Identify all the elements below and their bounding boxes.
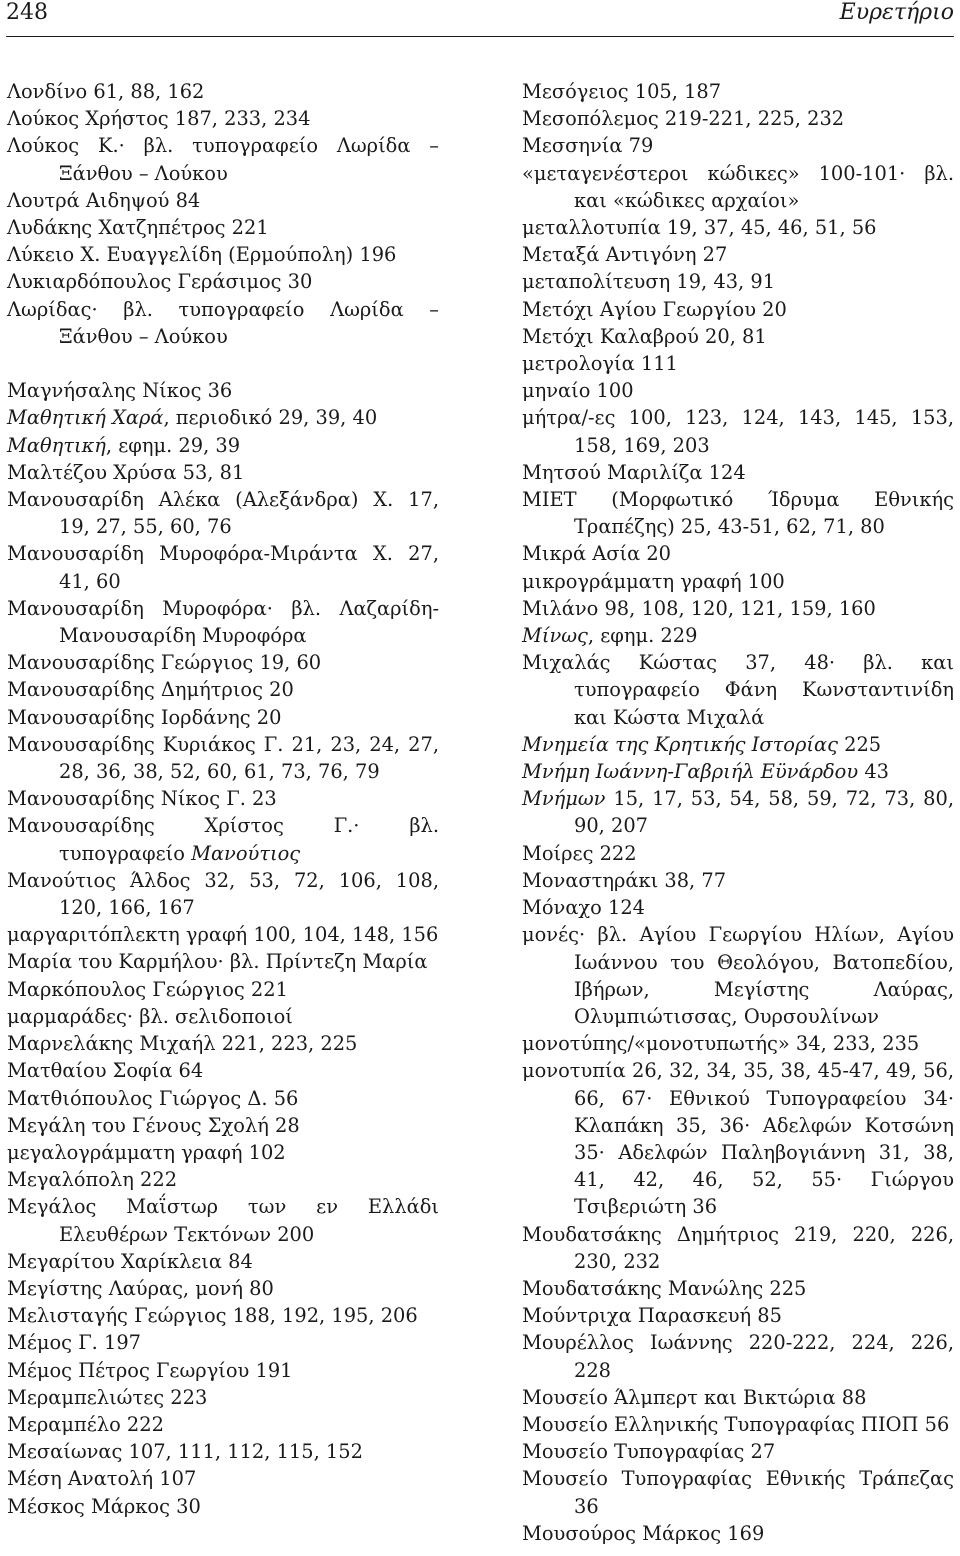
entry-text: Μνήμη Ιωάννη-Γαβριήλ Εϋνάρδου bbox=[522, 760, 859, 784]
entry-text: Μέμος Γ. 197 bbox=[7, 1331, 141, 1355]
index-entry bbox=[7, 432, 439, 459]
index-entry bbox=[7, 1357, 439, 1384]
entry-text: Μέσκος Μάρκος 30 bbox=[7, 1494, 201, 1518]
index-entry bbox=[522, 1520, 954, 1547]
index-entry bbox=[522, 132, 954, 159]
index-entry bbox=[7, 296, 439, 350]
entry-text: Μιλάνο 98, 108, 120, 121, 159, 160 bbox=[522, 596, 876, 620]
index-entry bbox=[7, 1057, 439, 1084]
index-entry bbox=[7, 1493, 439, 1520]
index-entry bbox=[522, 1329, 954, 1383]
entry-text: Μανουσαρίδη Αλέκα (Αλεξάνδρα) Χ. 17, 19, 27, 55, 60, 76 bbox=[7, 488, 439, 539]
index-entry bbox=[522, 1302, 954, 1329]
index-entry bbox=[7, 268, 439, 295]
entry-text: Μανούτιος bbox=[191, 841, 301, 865]
index-entry bbox=[7, 1003, 439, 1030]
index-entry bbox=[522, 568, 954, 595]
index-entry bbox=[522, 1384, 954, 1411]
index-entry bbox=[522, 1221, 954, 1275]
entry-text: Λουτρά Αιδηψού 84 bbox=[7, 188, 201, 212]
index-entry bbox=[522, 241, 954, 268]
entry-text: Μέμος Πέτρος Γεωργίου 191 bbox=[7, 1358, 293, 1382]
entry-text: Μαθητική Χαρά bbox=[7, 406, 164, 430]
entry-text: Μεγάλος Μαΐστωρ των εν Ελλάδι Ελευθέρων Τεκτόνων 200 bbox=[7, 1195, 439, 1246]
page-number: 248 bbox=[6, 0, 48, 25]
entry-text: Μεραμπέλο 222 bbox=[7, 1412, 164, 1436]
entry-text: Μελισταγής Γεώργιος 188, 192, 195, 206 bbox=[7, 1304, 418, 1328]
entry-text: Μαρκόπουλος Γεώργιος 221 bbox=[7, 977, 288, 1001]
left-index-column bbox=[7, 78, 439, 1520]
entry-text: Λονδίνο 61, 88, 162 bbox=[7, 80, 205, 103]
entry-text: 43 bbox=[858, 760, 889, 784]
entry-text: Μικρά Ασία 20 bbox=[522, 542, 672, 566]
index-entry bbox=[522, 214, 954, 241]
entry-text: Μνημεία της Κρητικής Ιστορίας bbox=[522, 732, 838, 756]
index-entry bbox=[522, 731, 954, 758]
entry-text: μήτρα/-ες 100, 123, 124, 143, 145, 153, 158, 169, 203 bbox=[522, 406, 954, 457]
page-header bbox=[6, 0, 954, 36]
entry-text: Μαλτέζου Χρύσα 53, 81 bbox=[7, 460, 245, 484]
index-entry bbox=[522, 921, 954, 1030]
entry-text: Μανουσαρίδης Γεώργιος 19, 60 bbox=[7, 651, 322, 675]
header-rule bbox=[6, 36, 954, 37]
entry-text: , περιοδικό 29, 39, 40 bbox=[163, 406, 378, 430]
index-entry bbox=[7, 1329, 439, 1356]
index-entry bbox=[7, 921, 439, 948]
entry-text: Μανούτιος Άλδος 32, 53, 72, 106, 108, 120, 166, 167 bbox=[7, 868, 439, 920]
index-entry bbox=[7, 1302, 439, 1329]
entry-text: «μεταγενέστεροι κώδικες» 100-101· βλ. και «κώδικες αρχαίοι» bbox=[522, 161, 954, 212]
entry-text: Μούντριχα Παρασκευή 85 bbox=[522, 1304, 782, 1328]
entry-text: Μανουσαρίδης Κυριάκος Γ. 21, 23, 24, 27, 28, 36, 38, 52, 60, 61, 73, 76, 79 bbox=[7, 732, 439, 784]
entry-text: Μουσείο Τυπογραφίας Εθνικής Τράπεζας 36 bbox=[522, 1467, 954, 1518]
index-entry bbox=[7, 486, 439, 540]
entry-text: , εφημ. 229 bbox=[587, 624, 698, 648]
entry-text: Μεγίστης Λαύρας, μονή 80 bbox=[7, 1276, 274, 1300]
right-index-column bbox=[522, 78, 954, 1547]
index-entry bbox=[522, 296, 954, 323]
index-entry bbox=[7, 540, 439, 594]
index-entry bbox=[7, 1166, 439, 1193]
entry-text: Ματθαίου Σοφία 64 bbox=[7, 1059, 204, 1083]
entry-text: Λύκειο Χ. Ευαγγελίδη (Ερμούπολη) 196 bbox=[7, 243, 397, 267]
entry-text: Μεταξά Αντιγόνη 27 bbox=[522, 243, 728, 267]
index-entry bbox=[7, 1139, 439, 1166]
index-entry bbox=[7, 867, 439, 921]
index-entry bbox=[7, 187, 439, 214]
index-entry bbox=[522, 1275, 954, 1302]
index-entry bbox=[522, 350, 954, 377]
index-entry bbox=[7, 241, 439, 268]
entry-text: ΜΙΕΤ (Μορφωτικό Ίδρυμα Εθνικής Τραπέζης) 25, 43-51, 62, 71, 80 bbox=[522, 488, 954, 539]
entry-text: Ματθιόπουλος Γιώργος Δ. 56 bbox=[7, 1086, 299, 1110]
entry-text: Μουδατσάκης Δημήτριος 219, 220, 226, 230, 232 bbox=[522, 1222, 954, 1273]
index-entry bbox=[7, 1384, 439, 1411]
entry-text: Λυδάκης Χατζηπέτρος 221 bbox=[7, 216, 269, 240]
index-entry bbox=[522, 867, 954, 894]
index-entry bbox=[522, 622, 954, 649]
entry-text: 15, 17, 53, 54, 58, 59, 72, 73, 80, 90, 207 bbox=[574, 787, 954, 838]
index-entry bbox=[522, 486, 954, 540]
entry-text: μαρμαράδες· βλ. σελιδοποιοί bbox=[7, 1004, 293, 1028]
entry-text: Μεραμπελιώτες 223 bbox=[7, 1385, 208, 1409]
entry-text: μονοτύπης/«μονοτυπωτής» 34, 233, 235 bbox=[522, 1032, 920, 1056]
index-entry bbox=[7, 78, 439, 105]
entry-text: Μουδατσάκης Μανώλης 225 bbox=[522, 1276, 807, 1300]
entry-text: Λούκος Χρήστος 187, 233, 234 bbox=[7, 107, 311, 131]
entry-text: Μαρία του Καρμήλου· βλ. Πρίντεζη Μαρία bbox=[7, 950, 428, 974]
index-entry bbox=[7, 731, 439, 785]
index-entry bbox=[7, 948, 439, 975]
entry-text: Μεγαρίτου Χαρίκλεια 84 bbox=[7, 1249, 253, 1273]
index-entry bbox=[7, 404, 439, 431]
index-entry bbox=[7, 1275, 439, 1302]
entry-text: Μεγαλόπολη 222 bbox=[7, 1168, 178, 1192]
entry-text: Μεγάλη του Γένους Σχολή 28 bbox=[7, 1113, 300, 1137]
index-entry bbox=[522, 540, 954, 567]
entry-text: Μεσσηνία 79 bbox=[522, 134, 654, 158]
index-entry bbox=[7, 132, 439, 186]
index-entry bbox=[522, 1411, 954, 1438]
entry-text: μεταλλοτυπία 19, 37, 45, 46, 51, 56 bbox=[522, 216, 877, 240]
index-entry bbox=[522, 894, 954, 921]
entry-text: Μίνως bbox=[522, 624, 588, 648]
index-entry bbox=[522, 785, 954, 839]
index-entry bbox=[7, 676, 439, 703]
index-entry bbox=[7, 1112, 439, 1139]
entry-text: Μανουσαρίδης Δημήτριος 20 bbox=[7, 678, 294, 702]
index-entry bbox=[522, 78, 954, 105]
entry-text: , εφημ. 29, 39 bbox=[105, 433, 241, 457]
index-entry bbox=[7, 704, 439, 731]
index-entry bbox=[7, 785, 439, 812]
entry-text: Μνήμων bbox=[522, 787, 606, 811]
index-entry bbox=[522, 758, 954, 785]
entry-text: μεγαλογράμματη γραφή 102 bbox=[7, 1140, 286, 1164]
entry-text: Μανουσαρίδης Ιορδάνης 20 bbox=[7, 705, 282, 729]
index-entry bbox=[522, 160, 954, 214]
entry-text: μηναίο 100 bbox=[522, 379, 634, 403]
index-entry bbox=[7, 105, 439, 132]
entry-text: μεταπολίτευση 19, 43, 91 bbox=[522, 270, 776, 294]
index-entry bbox=[7, 214, 439, 241]
entry-text: Μαγνήσαλης Νίκος 36 bbox=[7, 379, 233, 403]
index-entry bbox=[522, 1465, 954, 1519]
index-entry bbox=[7, 812, 439, 866]
running-title: Ευρετήριο bbox=[839, 0, 954, 25]
index-entry bbox=[522, 105, 954, 132]
entry-text: μαργαριτόπλεκτη γραφή 100, 104, 148, 156 bbox=[7, 923, 439, 947]
entry-text: Μιχαλάς Κώστας 37, 48· βλ. και τυπογραφείο Φάνη Κωνσταντινίδη και Κώστα Μιχαλά bbox=[522, 651, 954, 729]
index-entry bbox=[7, 1438, 439, 1465]
index-entry bbox=[7, 1465, 439, 1492]
index-entry bbox=[7, 1193, 439, 1247]
index-entry bbox=[522, 323, 954, 350]
entry-text: Μανουσαρίδης Νίκος Γ. 23 bbox=[7, 787, 277, 811]
entry-text: Μαθητική bbox=[7, 433, 106, 457]
entry-text: Μετόχι Αγίου Γεωργίου 20 bbox=[522, 297, 787, 321]
entry-text: Μανουσαρίδη Μυροφόρα-Μιράντα Χ. 27, 41, 60 bbox=[7, 542, 439, 593]
entry-text: Μητσού Μαριλίζα 124 bbox=[522, 460, 746, 484]
entry-text: μικρογράμματη γραφή 100 bbox=[522, 569, 785, 593]
entry-text: Μουσείο Ελληνικής Τυπογραφίας ΠΙΟΠ 56 bbox=[522, 1412, 950, 1436]
index-entry bbox=[7, 595, 439, 649]
entry-text: Λούκος Κ.· βλ. τυπογραφείο Λωρίδα – Ξάνθου – Λούκου bbox=[7, 134, 439, 185]
entry-text: μονές· βλ. Αγίου Γεωργίου Ηλίων, Αγίου Ιωάννου του Θεολόγου, Βατοπεδίου, Ιβήρων, Μεγίστης Λαύρας, Ολυμπιώτισσας, Ουρσουλίνων bbox=[522, 923, 954, 1028]
index-entry bbox=[522, 595, 954, 622]
entry-text: μετρολογία 111 bbox=[522, 352, 678, 376]
index-entry bbox=[522, 268, 954, 295]
entry-text: Μαρνελάκης Μιχαήλ 221, 223, 225 bbox=[7, 1032, 358, 1056]
index-entry bbox=[522, 377, 954, 404]
index-entry bbox=[522, 1030, 954, 1057]
entry-text: Μεσοπόλεμος 219-221, 225, 232 bbox=[522, 107, 845, 131]
index-entry bbox=[522, 1438, 954, 1465]
index-entry bbox=[7, 976, 439, 1003]
entry-text: Μουρέλλος Ιωάννης 220-222, 224, 226, 228 bbox=[522, 1331, 954, 1382]
entry-text: 225 bbox=[837, 732, 882, 756]
entry-text: Μουσείο Άλμπερτ και Βικτώρια 88 bbox=[522, 1385, 867, 1409]
entry-text: Λωρίδας· βλ. τυπογραφείο Λωρίδα – Ξάνθου – Λούκου bbox=[7, 297, 439, 348]
entry-text: Μεσόγειος 105, 187 bbox=[522, 80, 722, 103]
index-entry bbox=[7, 1248, 439, 1275]
index-entry bbox=[522, 459, 954, 486]
entry-text: Μοίρες 222 bbox=[522, 841, 637, 865]
entry-text: Μανουσαρίδης Χρίστος Γ.· βλ. τυπογραφείο bbox=[7, 814, 439, 865]
index-entry bbox=[7, 649, 439, 676]
entry-text: Μόναχο 124 bbox=[522, 896, 646, 920]
index-entry bbox=[522, 404, 954, 458]
entry-text: μονοτυπία 26, 32, 34, 35, 38, 45-47, 49, 56, 66, 67· Εθνικού Τυπογραφείου 34· Κλαπάκη 35, 36· Αδελφών Κοτσώνη 35· Αδελφών Παληβογιάννη 31, 38, 41, 42, 46, 52, 55· Γιώργου Τσιβεριώτη 36 bbox=[522, 1059, 954, 1219]
index-entry bbox=[7, 459, 439, 486]
entry-text: Μέση Ανατολή 107 bbox=[7, 1467, 197, 1491]
index-entry bbox=[7, 377, 439, 404]
index-entry bbox=[522, 1057, 954, 1220]
index-entry bbox=[7, 1030, 439, 1057]
entry-text: Μεσαίωνας 107, 111, 112, 115, 152 bbox=[7, 1440, 363, 1464]
entry-text: Μανουσαρίδη Μυροφόρα· βλ. Λαζαρίδη-Μανουσαρίδη Μυροφόρα bbox=[7, 596, 439, 648]
index-entry bbox=[522, 649, 954, 731]
entry-text: Λυκιαρδόπουλος Γεράσιμος 30 bbox=[7, 270, 313, 294]
index-entry bbox=[522, 840, 954, 867]
entry-text: Μοναστηράκι 38, 77 bbox=[522, 868, 727, 892]
entry-text: Μετόχι Καλαβρού 20, 81 bbox=[522, 324, 767, 348]
index-entry bbox=[7, 1411, 439, 1438]
entry-text: Μουσείο Τυπογραφίας 27 bbox=[522, 1440, 776, 1464]
index-entry bbox=[7, 1085, 439, 1112]
entry-text: Μουσούρος Μάρκος 169 bbox=[522, 1521, 765, 1545]
